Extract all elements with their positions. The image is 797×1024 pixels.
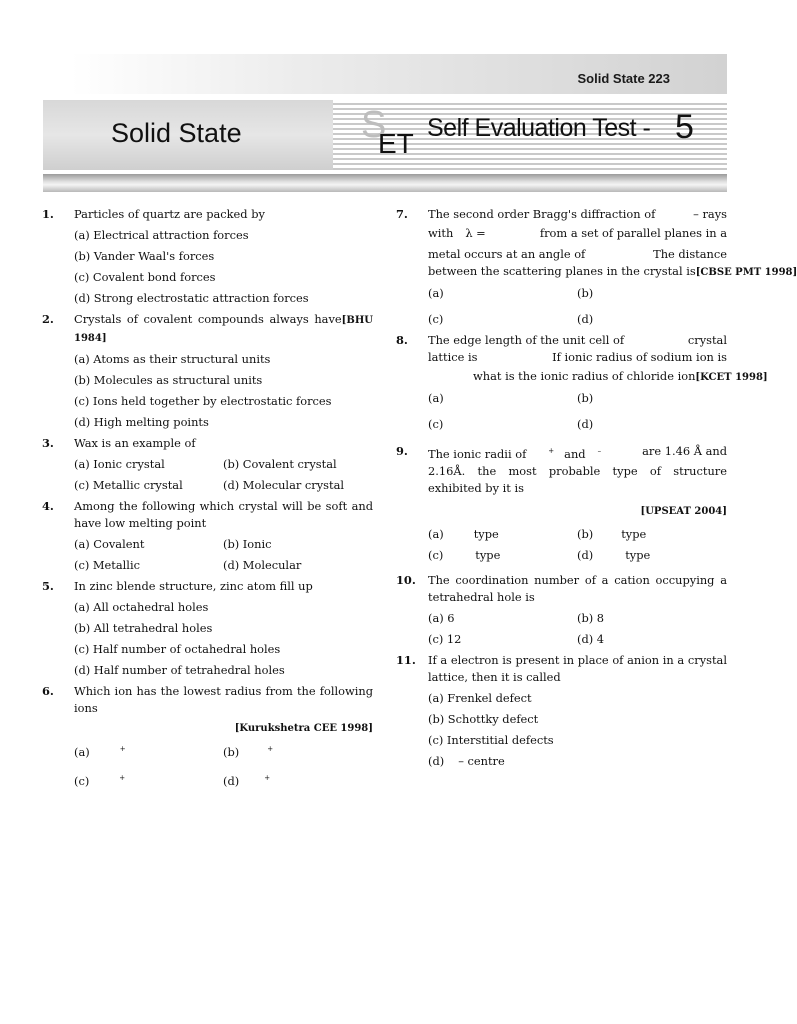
option-d: (d) Strong electrostatic attraction forces xyxy=(74,291,309,305)
option-a: (a) xyxy=(428,391,444,405)
option-a: (a) xyxy=(428,286,444,300)
question-line: 2.16Å. the most probable type of structure exhibited by it is xyxy=(428,463,727,495)
option-b xyxy=(223,741,373,761)
option-b: (b) All tetrahedral holes xyxy=(74,621,213,635)
options-grid xyxy=(74,536,373,574)
option-b: (b) Schottky defect xyxy=(428,711,539,726)
option-b: (b) xyxy=(577,391,594,405)
option-c: (c) Half number of octahedral holes xyxy=(74,642,281,656)
option-c xyxy=(74,770,223,790)
question-4 xyxy=(42,498,373,574)
question-line xyxy=(428,443,727,463)
question-line xyxy=(428,349,727,366)
text-segment: crystal xyxy=(687,333,727,347)
question-text-body: Crystals of covalent compounds always have xyxy=(74,312,342,326)
question-source: [UPSEAT 2004] xyxy=(640,505,727,517)
left-column xyxy=(42,206,373,794)
option-type: type xyxy=(475,547,501,562)
option-label: (c) xyxy=(74,773,90,788)
question-line xyxy=(428,246,727,263)
chapter-title: Solid State xyxy=(111,118,242,148)
option-label: (b) xyxy=(223,744,240,759)
option-d: (d) xyxy=(577,417,594,431)
option-d: (d) Molecular xyxy=(223,558,302,572)
option-b: (b) Vander Waal's forces xyxy=(74,249,215,263)
text-segment: from a set of parallel planes in a xyxy=(539,226,727,240)
question-text: The coordination number of a cation occupying a tetrahedral hole is xyxy=(428,572,727,604)
text-segment: – rays xyxy=(693,207,727,221)
text-segment: are 1.46 Å and xyxy=(642,444,727,458)
question-2 xyxy=(42,311,373,431)
option-label: (d) xyxy=(577,547,594,562)
question-text: Wax is an example of xyxy=(74,436,196,450)
text-segment xyxy=(428,225,486,242)
options-grid xyxy=(428,390,727,433)
text-segment: The edge length of the unit cell of xyxy=(428,333,625,347)
question-9 xyxy=(396,443,727,564)
option-a: (a) Ionic crystal xyxy=(74,457,165,471)
option-b: (b) xyxy=(577,286,594,300)
option-a: (a) 6 xyxy=(428,610,455,625)
option-c: (c) Interstitial defects xyxy=(428,732,554,747)
set-logo-s: S xyxy=(361,104,387,146)
banner-underbar xyxy=(43,174,727,192)
option-d xyxy=(223,770,373,790)
option-c: (c) Metallic crystal xyxy=(74,478,183,492)
charge-superscript: + xyxy=(264,773,271,782)
option-label: (d) xyxy=(428,753,445,768)
option-label: (a) xyxy=(428,526,444,541)
question-6 xyxy=(42,683,373,790)
question-10 xyxy=(396,572,727,648)
question-number: 6. xyxy=(42,684,54,698)
option-a xyxy=(428,526,577,543)
option-c: (c) 12 xyxy=(428,631,462,646)
option-a xyxy=(74,741,223,761)
option-d: (d) Half number of tetrahedral holes xyxy=(74,663,285,677)
chapter-banner xyxy=(43,100,727,170)
question-number: 11. xyxy=(396,652,416,667)
text-segment: The distance xyxy=(653,247,727,261)
right-column xyxy=(396,206,797,774)
charge-superscript: + xyxy=(119,745,126,753)
question-number: 10. xyxy=(396,572,416,587)
question-7 xyxy=(396,206,797,328)
option-type: type xyxy=(625,547,651,562)
option-b: (b) Molecules as structural units xyxy=(74,373,263,387)
option-d: (d) xyxy=(577,312,594,326)
question-11 xyxy=(396,652,727,770)
question-text: Among the following which crystal will be soft and have low melting point xyxy=(74,499,373,530)
question-source: [CBSE PMT 1998] xyxy=(695,267,797,278)
question-line xyxy=(428,206,727,223)
question-text: If a electron is present in place of anion in a crystal lattice, then it is called xyxy=(428,652,727,684)
option-c xyxy=(428,547,577,564)
charge-superscript: + xyxy=(119,773,126,782)
question-number: 7. xyxy=(396,207,408,221)
option-a: (a) Atoms as their structural units xyxy=(74,352,271,366)
option-a: (a) Frenkel defect xyxy=(428,690,532,705)
option-c: (c) Ions held together by electrostatic forces xyxy=(74,394,332,408)
question-line xyxy=(428,263,797,281)
text-segment: The second order Bragg's diffraction of xyxy=(428,207,656,221)
option-label: (a) xyxy=(74,744,90,759)
option-text: – centre xyxy=(458,753,505,768)
option-b: (b) Covalent crystal xyxy=(223,457,337,471)
option-d: (d) 4 xyxy=(577,631,605,646)
option-b xyxy=(577,526,727,543)
question-source: [Kurukshetra CEE 1998] xyxy=(234,723,373,734)
option-type: type xyxy=(621,526,647,541)
text-segment xyxy=(428,443,601,463)
options-grid xyxy=(428,285,727,328)
question-text: Particles of quartz are packed by xyxy=(74,207,265,221)
text-segment: The ionic radii of xyxy=(428,446,527,461)
question-number: 2. xyxy=(42,312,54,326)
question-source: [KCET 1998] xyxy=(695,372,768,383)
option-label: (d) xyxy=(223,773,240,788)
option-label: (c) xyxy=(428,547,444,562)
question-number: 4. xyxy=(42,499,54,513)
question-text xyxy=(428,332,768,386)
text-segment: lattice is xyxy=(428,350,478,364)
question-number: 8. xyxy=(396,333,408,347)
question-text: In zinc blende structure, zinc atom fill up xyxy=(74,579,313,593)
question-line xyxy=(428,225,727,242)
options-grid xyxy=(428,526,727,564)
option-d xyxy=(428,753,727,770)
text-segment: between the scattering planes in the crystal is xyxy=(428,264,696,278)
question-line xyxy=(428,368,768,386)
question-5 xyxy=(42,578,373,679)
option-type: type xyxy=(473,526,499,541)
option-d: (d) High melting points xyxy=(74,415,209,429)
page-label: Solid State 223 xyxy=(577,71,670,86)
question-text xyxy=(74,311,373,347)
question-text xyxy=(428,443,727,497)
question-number: 9. xyxy=(396,444,408,458)
set-logo-et: ET xyxy=(378,128,414,159)
option-a: (a) Covalent xyxy=(74,537,145,551)
option-c: (c) Metallic xyxy=(74,558,140,572)
option-a: (a) All octahedral holes xyxy=(74,600,209,614)
question-line xyxy=(428,332,727,349)
options-grid xyxy=(428,610,727,648)
lambda-symbol: λ = xyxy=(465,226,486,240)
question-source: [BHU 1984] xyxy=(74,315,373,344)
question-3 xyxy=(42,435,373,494)
question-number: 1. xyxy=(42,207,54,221)
question-number: 5. xyxy=(42,579,54,593)
question-8 xyxy=(396,332,768,433)
charge-superscript: + xyxy=(267,745,274,753)
text-segment: what is the ionic radius of chloride ion xyxy=(473,369,696,383)
option-c: (c) Covalent bond forces xyxy=(74,270,216,284)
set-number: 5 xyxy=(675,108,694,146)
option-c: (c) xyxy=(428,417,444,431)
option-c: (c) xyxy=(428,312,444,326)
text-segment: metal occurs at an angle of xyxy=(428,247,586,261)
question-text: Which ion has the lowest radius from the following ions xyxy=(74,684,373,715)
question-1 xyxy=(42,206,373,307)
question-number: 3. xyxy=(42,436,54,450)
charge-superscript: + xyxy=(548,447,555,455)
text-segment: and xyxy=(564,446,586,461)
text-segment: with xyxy=(428,226,454,240)
options-grid xyxy=(74,456,373,494)
question-text xyxy=(428,206,797,281)
option-a: (a) Electrical attraction forces xyxy=(74,228,249,242)
option-d: (d) Molecular crystal xyxy=(223,478,345,492)
charge-superscript: – xyxy=(597,447,602,455)
option-d xyxy=(577,547,727,564)
option-b: (b) 8 xyxy=(577,610,605,625)
option-b: (b) Ionic xyxy=(223,537,272,551)
option-label: (b) xyxy=(577,526,594,541)
text-segment: If ionic radius of sodium ion is xyxy=(552,350,727,364)
set-title: Self Evaluation Test - xyxy=(427,114,651,142)
options-grid xyxy=(74,741,373,790)
